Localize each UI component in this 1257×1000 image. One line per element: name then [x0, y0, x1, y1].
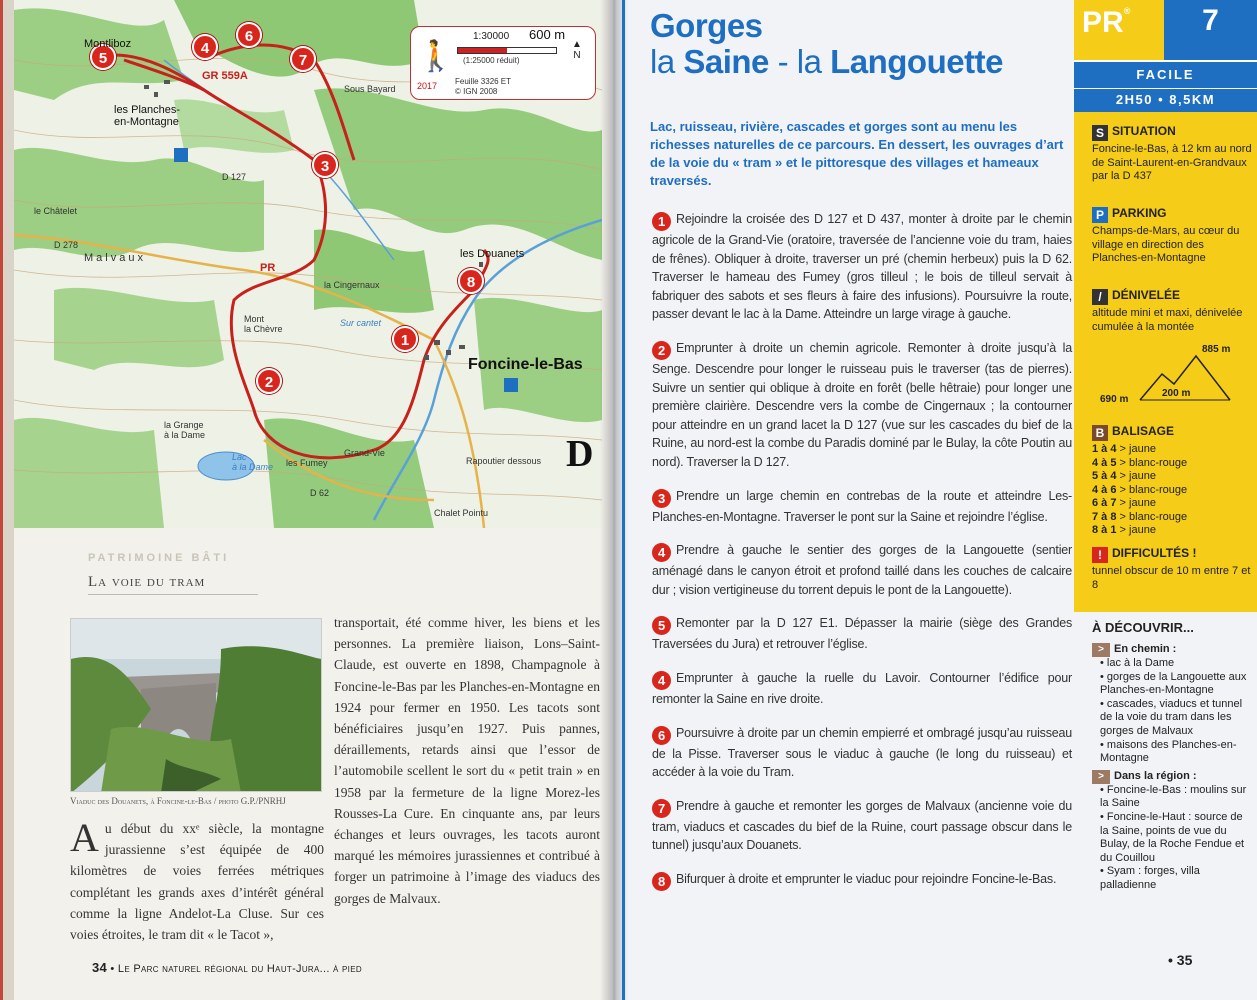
map-label-malvaux: Malvaux: [84, 252, 146, 264]
step-text: Emprunter à gauche la ruelle du Lavoir. Contourner l’édifice pour remonter la Saine en rive droite.: [652, 670, 1072, 706]
map-label-lac: Lac à la Dame: [232, 452, 274, 472]
step-text: Poursuivre à droite par un chemin empierré et ombragé jusqu’au ruisseau de la Pisse. Traverser sous le viaduc à gauche (le long du ruisseau) et accéder à la voie du Tram.: [652, 725, 1072, 780]
step-number-badge: 2: [652, 341, 671, 360]
balisage-row: 4 à 6 > blanc-rouge: [1092, 483, 1188, 496]
marking-icon: B: [1092, 425, 1108, 441]
pr-badge: PR®: [1074, 0, 1164, 60]
map-label-cingernaux: la Cingernaux: [324, 280, 380, 290]
topographic-map: [14, 0, 602, 528]
step-text: Emprunter à droite un chemin agricole. Remonter à droite jusqu’à la Senge. Descendre pour longer le ruisseau puis le traverser (tas de pierres). Suivre un sentier qui oblique à droite en forêt (belle hêtraie) pour longer une première clairière. Descendre vers la combe de Cingernaux ; la contourner pour atteindre en un grand lacet la D 127 (vue sur les cascades du bief de la Ruine, au nord-est la combe du Paradis dominé par le Bulay, la côte Poutin au nord). Traverser la D 127.: [652, 340, 1072, 469]
region-label: Dans la région :: [1114, 769, 1197, 782]
step-text: Prendre à gauche et remonter les gorges de Malvaux (ancienne voie du tram, viaducs et cascades du bief de la Ruine, court passage obscur dans le tunnel) jusqu’aux Douanets.: [652, 798, 1072, 853]
map-scale-note: (1:25000 réduit): [463, 56, 520, 65]
discover-section: [1092, 620, 1254, 893]
balisage-row: 1 à 4 > jaune: [1092, 443, 1156, 455]
region-list: [1092, 784, 1254, 893]
map-label-d127: D 127: [222, 172, 247, 182]
arrow-icon: >: [1092, 643, 1110, 657]
viaduct-photo-art: [71, 619, 322, 792]
denivele-text: altitude mini et maxi, dénivelée cumulée à la montée: [1092, 307, 1243, 333]
elevation-gain: 200 m: [1162, 388, 1191, 399]
balisage-row: 4 à 5 > blanc-rouge: [1092, 456, 1188, 469]
step-text: Prendre un large chemin en contrebas de la route et atteindre Les-Planches-en-Montagne. Traverser le pont sur la Saine et rejoindre l’église.: [652, 488, 1072, 524]
waypoint-5: 5: [90, 44, 116, 70]
step-text: Prendre à gauche le sentier des gorges de la Langouette (sentier aménagé dans le canyon étroit et profond taillé dans les couches de calcaire dur ; vision vertigineuse du torrent depuis le pont de la Langouette).: [652, 543, 1072, 597]
situation-section: S SITUATION Foncine-le-Bas, à 12 km au nord de Saint-Laurent-en-Grandvaux par la D 437: [1092, 124, 1252, 182]
waypoint-1: 1: [392, 326, 418, 352]
page-edge: [0, 0, 14, 1000]
map-label-big-d: D: [566, 433, 594, 475]
discover-title: À DÉCOUVRIR...: [1092, 620, 1194, 635]
map-label-grand-vie: Grand-Vie: [344, 448, 385, 458]
alt-max: 885 m: [1202, 344, 1231, 355]
elevation-icon: /: [1092, 289, 1108, 305]
list-item: • Foncine-le-Haut : source de la Saine, points de vue du Bulay, de la Roche Fendue et du Couillou: [1100, 811, 1254, 865]
hiker-icon: 🚶: [417, 40, 455, 73]
heritage-intro: u début du xxᵉ siècle, la montagne jurassienne s’est équipée de 400 kilomètres de voies ferrées métriques complétant les grands axes d’intérêt général comme la ligne Andelot-La Cluse. Sur ces voies étroites, le tram dit « le Tacot »,: [70, 821, 324, 943]
step-6: [652, 669, 1072, 709]
route-steps: [652, 210, 1072, 906]
map-label-rapoutier: Rapoutier dessous: [466, 456, 542, 466]
map-label-d62: D 62: [310, 488, 330, 498]
map-scale-legend: [410, 26, 596, 100]
viaduct-photo: [70, 618, 322, 792]
title-line-2: la Saine - la Langouette: [650, 43, 1003, 80]
map-label-grange: la Grange à la Dame: [164, 420, 206, 440]
balisage-row: 7 à 8 > blanc-rouge: [1092, 510, 1188, 523]
map-label-mont-chevre: Mont la Chèvre: [244, 314, 283, 334]
step-9: [652, 870, 1072, 891]
alt-min: 690 m: [1100, 394, 1129, 405]
step-number-badge: 1: [652, 212, 671, 231]
step-1: [652, 210, 1072, 324]
en-chemin-list: [1092, 657, 1254, 766]
step-text: Rejoindre la croisée des D 127 et D 437, monter à droite par le chemin agricole de la Grand-Vie (oratoire, traversée de l’ancienne voie du tram, haies de frênes). Obliquer à droite, traverser un pré (chemin herbeux) puis la D 62. Traverser le hameau des Fumey (gros tilleul ; le bois de tilleul servait à fabriquer des sabots et ses fleurs à faire des infusions). Poursuivre la route, passer devant le lac à la Dame. Atteindre un large virage à gauche.: [652, 212, 1072, 322]
step-text: Bifurquer à droite et emprunter le viaduc pour rejoindre Foncine-le-Bas.: [676, 871, 1057, 886]
map-scale-ratio: 1:30000: [473, 31, 510, 42]
step-number-badge: 4: [652, 671, 671, 690]
waypoint-4: 4: [192, 34, 218, 60]
list-item: • lac à la Dame: [1100, 657, 1254, 671]
north-arrow-icon: ▲ N: [572, 39, 582, 61]
step-3: [652, 487, 1072, 527]
map-label-route-gr: GR 559A: [202, 70, 248, 82]
map-scale-distance: 600 m: [529, 27, 566, 42]
heritage-kicker: PATRIMOINE BÂTI: [88, 552, 230, 564]
map-label-sous-bayard: Sous Bayard: [344, 84, 396, 94]
list-item: • maisons des Planches-en-Montagne: [1100, 739, 1254, 766]
situation-text: Foncine-le-Bas, à 12 km au nord de Saint-Laurent-en-Grandvaux par la D 437: [1092, 143, 1252, 182]
parking-icon: P: [1092, 207, 1108, 223]
step-5: [652, 614, 1072, 654]
parking-section: P PARKING Champs-de-Mars, au cœur du village en direction des Planches-en-Montagne: [1092, 206, 1252, 266]
page-number-right: • 35: [1168, 952, 1193, 968]
difficulty-level: FACILE: [1074, 60, 1257, 88]
waypoint-2: 2: [256, 368, 282, 394]
list-item: • Syam : forges, villa palladienne: [1100, 865, 1254, 892]
title-line-1: Gorges: [650, 7, 763, 44]
page-number-left: 34: [92, 960, 108, 975]
blue-margin-rule: [622, 0, 625, 1000]
map-label-montliboz: Montliboz: [84, 38, 132, 50]
photo-caption: Viaduc des Douanets, à Foncine-le-Bas / photo G.P./PNRHJ: [70, 796, 286, 806]
arrow-icon: >: [1092, 770, 1110, 784]
duration-distance: 2H50 • 8,5KM: [1074, 88, 1257, 112]
list-item: • Foncine-le-Bas : moulins sur la Saine: [1100, 784, 1254, 811]
map-label-chalet-pointu: Chalet Pointu: [434, 508, 489, 518]
north-label: N: [573, 50, 581, 61]
map-label-d278: D 278: [54, 240, 79, 250]
situation-icon: S: [1092, 125, 1108, 141]
list-item: • cascades, viaducs et tunnel de la voie du tram dans les gorges de Malvaux: [1100, 698, 1254, 739]
step-8: [652, 797, 1072, 855]
map-label-douanets: les Douanets: [460, 248, 525, 260]
map-year: 2017: [417, 81, 438, 91]
step-number-badge: 3: [652, 489, 671, 508]
balisage-row: 8 à 1 > jaune: [1092, 524, 1156, 536]
step-number-badge: 4: [652, 543, 671, 562]
step-number-badge: 5: [652, 616, 671, 635]
map-label-fumey: les Fumey: [286, 458, 328, 468]
step-number-badge: 8: [652, 872, 671, 891]
waypoint-8: 8: [458, 268, 484, 294]
heritage-title: La voie du tram: [88, 574, 258, 595]
balisage-row: 5 à 4 > jaune: [1092, 470, 1156, 482]
dropcap: A: [70, 815, 99, 860]
denivele-section: / DÉNIVELÉE altitude mini et maxi, dénivelée cumulée à la montée: [1092, 288, 1252, 334]
footer-book-title: • Le Parc naturel régional du Haut-Jura... à pied: [110, 963, 362, 975]
route-number: 7: [1164, 0, 1257, 60]
en-chemin-label: En chemin :: [1114, 643, 1177, 655]
map-label-chatelet: le Châtelet: [34, 206, 78, 216]
list-item: • gorges de la Langouette aux Planches-en-Montagne: [1100, 671, 1254, 698]
waypoint-3: 3: [312, 152, 338, 178]
balisage-row: 6 à 7 > jaune: [1092, 497, 1156, 509]
map-label-sur-cantet: Sur cantet: [340, 318, 382, 328]
step-7: [652, 724, 1072, 782]
map-label-foncine: Foncine-le-Bas: [468, 356, 583, 373]
heritage-text-col1: [70, 815, 324, 945]
waypoint-7: 7: [290, 46, 316, 72]
parking-text: Champs-de-Mars, au cœur du village en direction des Planches-en-Montagne: [1092, 225, 1240, 264]
map-sheet-credit: Feuille 3326 ET © IGN 2008: [455, 77, 512, 96]
map-label-planches: les Planches- en-Montagne: [114, 104, 181, 128]
balisage-section: B BALISAGE 1 à 4 > jaune 4 à 5 > blanc-rouge 5 à 4 > jaune 4 à 6 > blanc-rouge 6 à 7 > jaune 7 à 8 > blanc-rouge 8 à 1 > jaune: [1092, 424, 1252, 538]
map-label-route-pr: PR: [260, 262, 276, 274]
warning-icon: !: [1092, 547, 1108, 563]
step-text: Remonter par la D 127 E1. Dépasser la mairie (siège des Grandes Traversées du Jura) et retrouver l’église.: [652, 616, 1072, 652]
step-number-badge: 6: [652, 726, 671, 745]
difficulty-section: ! DIFFICULTÉS ! tunnel obscur de 10 m entre 7 et 8: [1092, 546, 1251, 591]
waypoint-6: 6: [236, 22, 262, 48]
step-number-badge: 7: [652, 799, 671, 818]
heritage-text-col2: transportait, été comme hiver, les biens et les personnes. La première liaison, Lons–Saint-Claude, est ouverte en 1898, Champagnole à Foncine-le-Bas par les Planches-en-Montagne en 1924 pour fermer en 1950. Les tacots sont bénéficiaires jusqu’en 1927. Puis pannes, déraillements, retards ainsi que l’essor de l’automobile scellent le sort du « petit train » en 1958 par la fermeture de la ligne Morez-les Rousses-La Cure. En cinquante ans, par leurs échanges et leurs ouvrages, les tacots auront marqué les mémoires jurassiennes et contribué à forger un patrimoine à l’image des viaducs des gorges de Malvaux.: [334, 615, 600, 906]
scale-bar: [457, 47, 557, 54]
step-2: [652, 339, 1072, 472]
footer-left: [92, 960, 362, 975]
difficulty-text: tunnel obscur de 10 m entre 7 et 8: [1092, 565, 1251, 591]
step-4: [652, 541, 1072, 599]
intro-text: Lac, ruisseau, rivière, cascades et gorges sont au menu les richesses naturelles de ce parcours. En dessert, les ouvrages d’art de la voie du « tram » et le pittoresque des villages et hameaux traversés.: [650, 119, 1064, 188]
balisage-list: [1092, 443, 1252, 538]
elevation-profile: [1096, 344, 1254, 414]
page-title: [650, 8, 1003, 80]
